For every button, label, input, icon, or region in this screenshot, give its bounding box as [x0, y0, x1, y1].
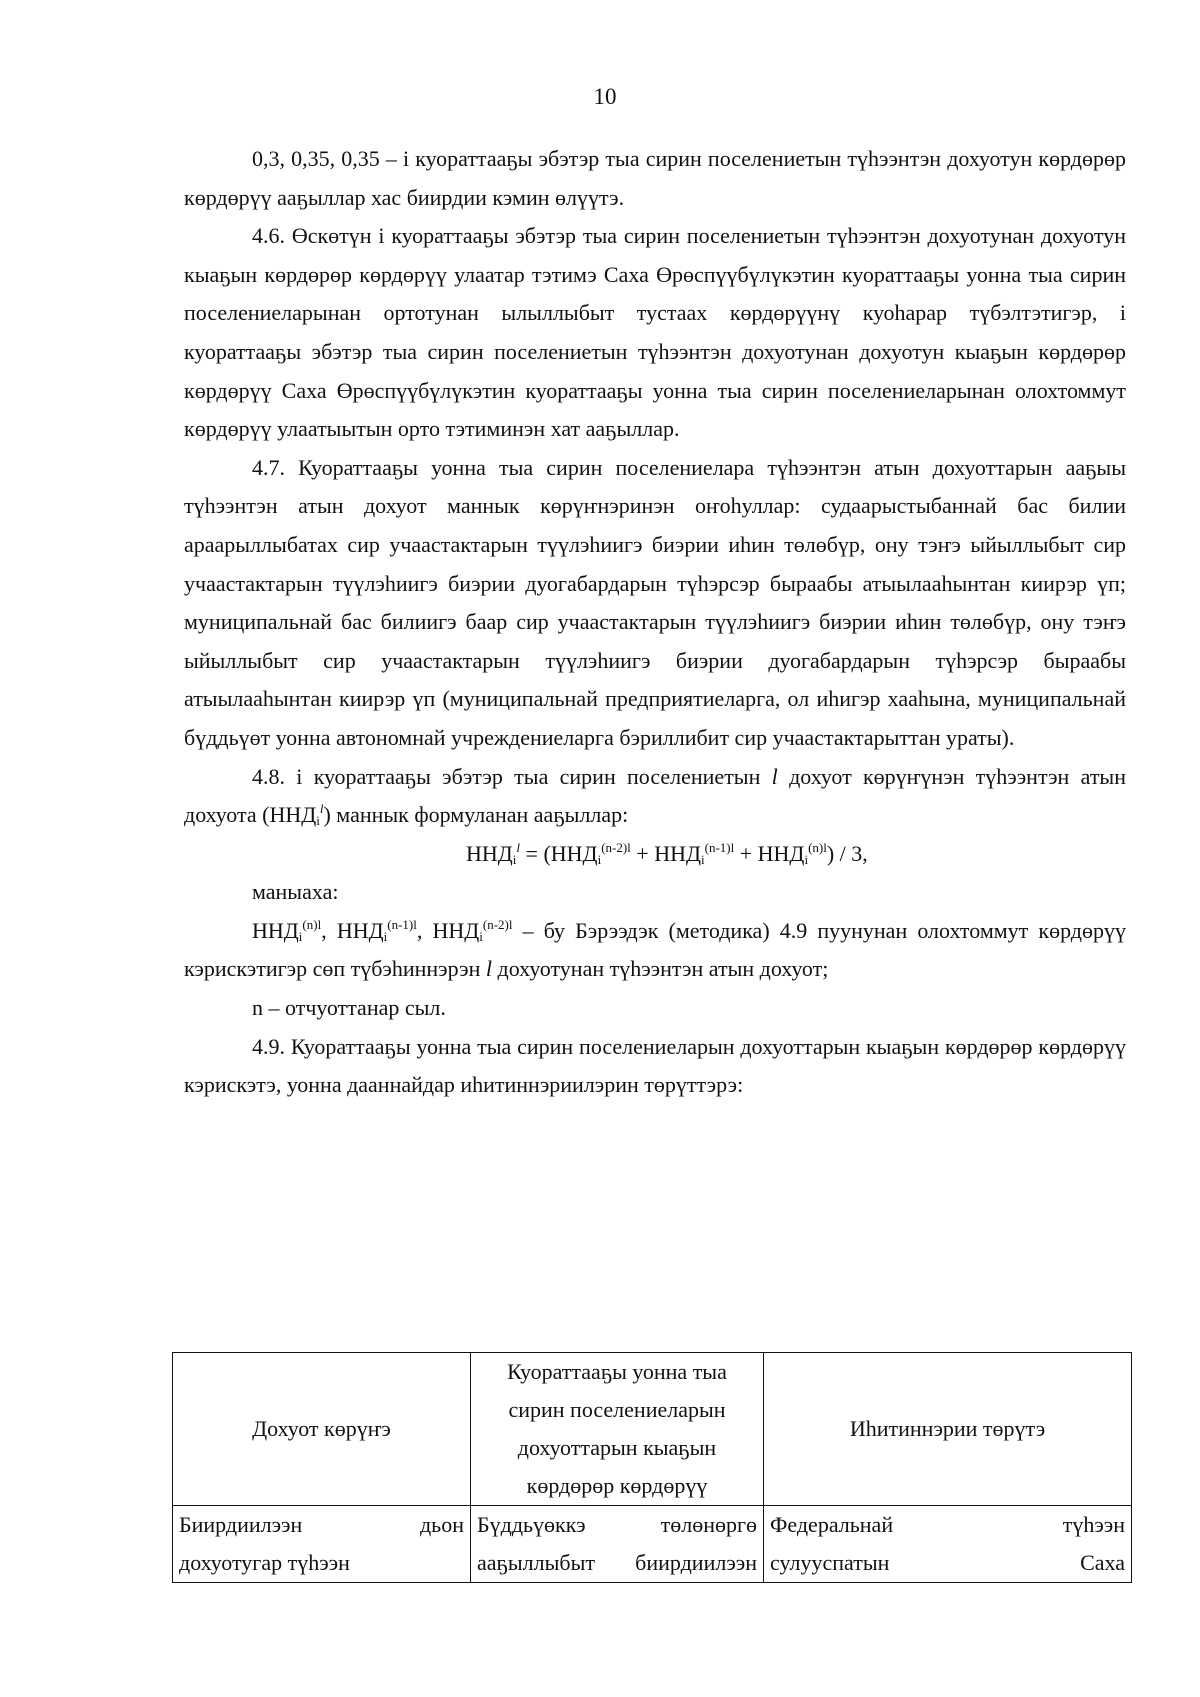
cell-line: дохуотугар түһээн: [179, 1550, 350, 1575]
table-cell: [764, 1506, 1132, 1583]
cell-line: Федеральнай түһээн: [770, 1512, 1125, 1537]
definition-2: n – отчуоттанар сыл.: [252, 995, 446, 1021]
page-number: 10: [593, 84, 617, 109]
paragraph-4-8: 4.8. i куораттааҕы эбэтэр тыа сирин поселениетын l дохуот көрүҥүнэн түһээнтэн атын дохуота $(ННД_i^l)$ маннык формуланан ааҕыллар:: [184, 763, 1126, 829]
formula: $ННД_i^l = (ННД_i^{(n-2)l} + ННД_i^{(n-1)l} + ННД_i^{(n)l}) / 3$,: [466, 839, 868, 867]
definition-1: $ННД_i^{(n)l}$, $ННД_i^{(n-1)l}$, $ННД_i^{(n-2)l}$ – бу Бэрээдэк (методика) 4.9 пуунунан олохтоммут көрдөрүү кэрискэтигэр сөп түбэһиннэрэн l дохуотунан түһээнтэн атын дохуот;: [184, 916, 1126, 982]
table-header-row: [173, 1353, 1132, 1506]
table-row: [173, 1506, 1132, 1583]
paragraph-4-7: 4.7. Куораттааҕы уонна тыа сирин поселениелара түһээнтэн атын дохуоттарын ааҕыы түһээнтэн атын дохуот маннык көрүҥнэринэн оҥоһуллар: судаарыстыбаннай бас билии араарыллыбатах сир учаастактарын түүлэһиигэ биэрии иһин төлөбүр, ону тэҥэ ыйыллыбыт сир учаастактарын түүлэһиигэ биэрии дуогабардарын түһэрсэр быраабы атыылааһынтан киирэр үп; муниципальнай бас билиигэ баар сир учаастактарын түүлэһиигэ биэрии иһин төлөбүр, ону тэҥэ ыйыллыбыт сир учаастактарын түүлэһиигэ биэрии дуогабардарын түһэрсэр быраабы атыылааһынтан киирэр үп (муниципальнай предприятиеларга, ол иһигэр хааһына, муниципальнай бүддьүөт уонна автономнай учреждениеларга бэриллибит сир учаастактарыттан ураты).: [184, 454, 1126, 750]
paragraph-4-9: 4.9. Куораттааҕы уонна тыа сирин поселениеларын дохуоттарын кыаҕын көрдөрөр көрдөрүү кэрискэтэ, уонна дааннайдар иһитиннэриилэрин төрүттэрэ:: [184, 1033, 1126, 1098]
paragraph-1: 0,3, 0,35, 0,35 – i куораттааҕы эбэтэр тыа сирин поселениетын түһээнтэн дохуотун көрдөрөр көрдөрүү ааҕыллар хас биирдии кэмин өлүүтэ.: [184, 146, 1126, 210]
cell-line: Бүддьүөккэ төлөнөргө: [477, 1512, 757, 1537]
document-body: [184, 140, 1126, 1105]
income-table: [172, 1352, 1132, 1583]
cell-line: сулууспатын Саха: [770, 1550, 1125, 1575]
table-cell: [173, 1506, 471, 1583]
table-cell: [471, 1506, 764, 1583]
paragraph-4-6: 4.6. Өскөтүн i куораттааҕы эбэтэр тыа сирин поселениетын түһээнтэн дохуотунан дохуотун кыаҕын көрдөрөр көрдөрүү улаатар тэтимэ Саха Өрөспүүбүлүкэтин куораттааҕы уонна тыа сирин поселениеларынан ортотунан ылыллыбыт тустаах көрдөрүүнү куоһарар түбэлтэтигэр, i куораттааҕы эбэтэр тыа сирин поселениетын түһээнтэн дохуотунан дохуотун кыаҕын көрдөрөр көрдөрүү Саха Өрөспүүбүлүкэтин куораттааҕы уонна тыа сирин поселениеларынан олохтоммут көрдөрүү улаатыытын орто тэтиминэн хат ааҕыллар.: [184, 223, 1126, 442]
cell-line: Биирдиилээн дьон: [179, 1512, 464, 1537]
cell-line: ааҕыллыбыт биирдиилээн: [477, 1550, 757, 1575]
header-indicator: Куораттааҕы уонна тыа сирин поселениеларын дохуоттарын кыаҕын көрдөрөр көрдөрүү: [471, 1353, 764, 1506]
table: [172, 1352, 1132, 1583]
where-label: маныаха:: [252, 879, 339, 905]
header-source: Иһитиннэрии төрүтэ: [764, 1353, 1132, 1506]
header-income-type: Дохуот көрүҥэ: [173, 1353, 471, 1506]
